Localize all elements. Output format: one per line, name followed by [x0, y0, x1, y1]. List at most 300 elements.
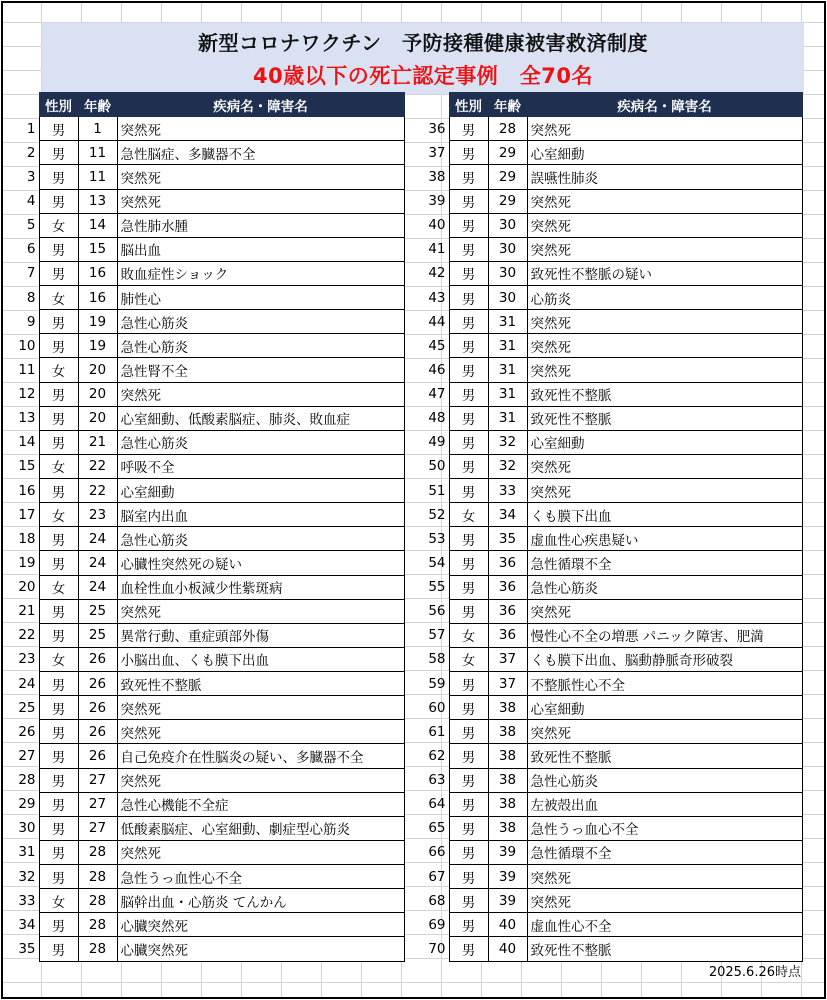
sex-cell: 女: [39, 286, 78, 310]
row-number: 59: [428, 675, 446, 692]
disease-cell: 異常行動、重症頭部外傷: [117, 623, 404, 647]
disease-cell: 突然死: [527, 310, 802, 334]
row-number: 30: [18, 820, 36, 837]
row-number: 26: [18, 723, 36, 740]
table-row: [423, 816, 802, 840]
row-number: 13: [18, 410, 36, 427]
disease-cell: 急性循環不全: [527, 551, 802, 575]
disease-cell: 突然死: [117, 768, 404, 792]
row-number: 18: [18, 530, 36, 547]
row-number: 21: [18, 603, 36, 620]
table-row: [423, 479, 802, 503]
row-number: 23: [18, 651, 36, 668]
table-row: [13, 527, 404, 551]
table-row: [13, 623, 404, 647]
disease-cell: 突然死: [527, 334, 802, 358]
table-row: [423, 647, 802, 671]
disease-cell: 致死性不整脈: [527, 744, 802, 768]
age-cell: 30: [488, 261, 527, 285]
row-number-header: [423, 93, 449, 117]
row-number: 68: [428, 892, 446, 909]
age-cell: 38: [488, 816, 527, 840]
table-row: [13, 647, 404, 671]
age-cell: 26: [78, 672, 117, 696]
row-number: 16: [18, 482, 36, 499]
age-cell: 38: [488, 768, 527, 792]
sex-cell: 男: [449, 672, 488, 696]
disease-cell: 突然死: [527, 889, 802, 913]
table-row: [13, 141, 404, 165]
age-cell: 29: [488, 141, 527, 165]
sex-cell: 男: [449, 237, 488, 261]
row-number: 40: [428, 217, 446, 234]
age-cell: 26: [78, 720, 117, 744]
sex-cell: 男: [449, 406, 488, 430]
disease-cell: 急性心筋炎: [527, 575, 802, 599]
sex-cell: 男: [39, 672, 78, 696]
table-row: [423, 792, 802, 816]
row-number: 44: [428, 313, 446, 330]
disease-cell: 突然死: [117, 599, 404, 623]
disease-cell: 心室細動: [527, 430, 802, 454]
disease-cell: 突然死: [527, 720, 802, 744]
disease-cell: 致死性不整脈: [527, 382, 802, 406]
row-number: 55: [428, 579, 446, 596]
table-row: [13, 551, 404, 575]
sex-cell: 男: [39, 913, 78, 937]
table-row: [423, 937, 802, 961]
table-row: [423, 430, 802, 454]
sex-cell: 男: [39, 479, 78, 503]
column-header-sex: 性別: [39, 93, 78, 117]
disease-cell: 急性心筋炎: [117, 310, 404, 334]
sex-cell: 女: [449, 647, 488, 671]
row-number: 19: [18, 554, 36, 571]
disease-cell: 突然死: [117, 382, 404, 406]
table-row: [13, 286, 404, 310]
age-cell: 27: [78, 816, 117, 840]
table-row: [13, 599, 404, 623]
column-header-disease: 疾病名・障害名: [527, 93, 802, 117]
table-row: [13, 358, 404, 382]
table-row: [13, 165, 404, 189]
age-cell: 23: [78, 503, 117, 527]
table-row: [423, 696, 802, 720]
sex-cell: 男: [39, 165, 78, 189]
sex-cell: 男: [39, 551, 78, 575]
age-cell: 25: [78, 599, 117, 623]
age-cell: 26: [78, 744, 117, 768]
sex-cell: 男: [449, 551, 488, 575]
table-header-row: [423, 93, 802, 117]
age-cell: 20: [78, 406, 117, 430]
sex-cell: 男: [449, 334, 488, 358]
row-number: 60: [428, 699, 446, 716]
age-cell: 30: [488, 237, 527, 261]
age-cell: 28: [78, 889, 117, 913]
row-number: 9: [26, 313, 36, 330]
sex-cell: 男: [39, 599, 78, 623]
age-cell: 39: [488, 840, 527, 864]
age-cell: 36: [488, 599, 527, 623]
row-number: 20: [18, 579, 36, 596]
table-row: [423, 261, 802, 285]
row-number: 31: [18, 844, 36, 861]
age-cell: 22: [78, 479, 117, 503]
table-header-row: [13, 93, 404, 117]
sex-cell: 男: [39, 792, 78, 816]
sex-cell: 男: [449, 840, 488, 864]
age-cell: 11: [78, 141, 117, 165]
disease-cell: 心臓突然死: [117, 937, 404, 961]
table-row: [13, 816, 404, 840]
age-cell: 27: [78, 792, 117, 816]
row-number: 58: [428, 651, 446, 668]
age-cell: 24: [78, 575, 117, 599]
row-number: 2: [26, 144, 36, 161]
sex-cell: 男: [449, 454, 488, 478]
column-header-age: 年齢: [78, 93, 117, 117]
disease-cell: 急性うっ血心不全: [527, 816, 802, 840]
age-cell: 29: [488, 189, 527, 213]
row-number: 61: [428, 723, 446, 740]
row-number: 45: [428, 337, 446, 354]
age-cell: 36: [488, 551, 527, 575]
row-number: 22: [18, 627, 36, 644]
sex-cell: 男: [449, 599, 488, 623]
row-number: 8: [26, 289, 36, 306]
row-number: 52: [428, 506, 446, 523]
table-row: [13, 213, 404, 237]
row-number: 56: [428, 603, 446, 620]
disease-cell: 致死性不整脈: [527, 406, 802, 430]
table-row: [13, 382, 404, 406]
row-number: 46: [428, 361, 446, 378]
table-row: [13, 237, 404, 261]
row-number: 5: [26, 217, 36, 234]
row-number: 15: [18, 458, 36, 475]
age-cell: 39: [488, 889, 527, 913]
case-table-right-body: [423, 117, 802, 961]
sex-cell: 男: [449, 310, 488, 334]
sex-cell: 男: [39, 527, 78, 551]
disease-cell: 心臓突然死: [117, 913, 404, 937]
sex-cell: 女: [39, 358, 78, 382]
sex-cell: 男: [449, 768, 488, 792]
table-row: [423, 865, 802, 889]
age-cell: 28: [78, 865, 117, 889]
sex-cell: 男: [449, 213, 488, 237]
age-cell: 16: [78, 261, 117, 285]
sex-cell: 女: [449, 503, 488, 527]
sex-cell: 男: [449, 286, 488, 310]
table-row: [13, 744, 404, 768]
row-number: 6: [26, 241, 36, 258]
age-cell: 31: [488, 382, 527, 406]
row-number: 17: [18, 506, 36, 523]
row-number: 50: [428, 458, 446, 475]
age-cell: 31: [488, 334, 527, 358]
sex-cell: 男: [449, 937, 488, 961]
row-number: 11: [18, 361, 36, 378]
case-table-right: [423, 92, 803, 962]
disease-cell: 誤嚥性肺炎: [527, 165, 802, 189]
table-row: [13, 865, 404, 889]
disease-cell: くも膜下出血、脳動静脈奇形破裂: [527, 647, 802, 671]
age-cell: 22: [78, 454, 117, 478]
table-row: [13, 406, 404, 430]
sex-cell: 男: [449, 575, 488, 599]
table-row: [423, 213, 802, 237]
age-cell: 28: [78, 937, 117, 961]
row-number: 32: [18, 868, 36, 885]
table-row: [423, 527, 802, 551]
sex-cell: 男: [39, 382, 78, 406]
sex-cell: 男: [39, 937, 78, 961]
sex-cell: 男: [39, 720, 78, 744]
table-row: [423, 189, 802, 213]
age-cell: 35: [488, 527, 527, 551]
sex-cell: 男: [39, 430, 78, 454]
sex-cell: 男: [449, 816, 488, 840]
age-cell: 1: [78, 117, 117, 141]
sex-cell: 男: [39, 840, 78, 864]
table-row: [423, 672, 802, 696]
table-row: [13, 503, 404, 527]
age-cell: 24: [78, 527, 117, 551]
row-number: 25: [18, 699, 36, 716]
age-cell: 27: [78, 768, 117, 792]
table-row: [423, 382, 802, 406]
age-cell: 40: [488, 937, 527, 961]
disease-cell: 急性循環不全: [527, 840, 802, 864]
row-number: 28: [18, 772, 36, 789]
table-row: [423, 141, 802, 165]
disease-cell: 急性心機能不全症: [117, 792, 404, 816]
age-cell: 13: [78, 189, 117, 213]
disease-cell: 慢性心不全の増悪 パニック障害、肥満: [527, 623, 802, 647]
column-header-age: 年齢: [488, 93, 527, 117]
row-number: 33: [18, 892, 36, 909]
disease-cell: くも膜下出血: [527, 503, 802, 527]
table-row: [423, 889, 802, 913]
column-header-sex: 性別: [449, 93, 488, 117]
age-cell: 20: [78, 358, 117, 382]
disease-cell: 急性心筋炎: [117, 334, 404, 358]
disease-cell: 急性心筋炎: [117, 527, 404, 551]
row-number: 54: [428, 554, 446, 571]
disease-cell: 自己免疫介在性脳炎の疑い、多臓器不全: [117, 744, 404, 768]
disease-cell: 突然死: [527, 454, 802, 478]
age-cell: 11: [78, 165, 117, 189]
row-number: 41: [428, 241, 446, 258]
row-number: 51: [428, 482, 446, 499]
table-row: [13, 575, 404, 599]
disease-cell: 左被殻出血: [527, 792, 802, 816]
disease-cell: 突然死: [527, 237, 802, 261]
sex-cell: 男: [449, 696, 488, 720]
sex-cell: 男: [39, 261, 78, 285]
sex-cell: 男: [39, 117, 78, 141]
disease-cell: 心室細動: [117, 479, 404, 503]
table-row: [13, 672, 404, 696]
table-row: [423, 406, 802, 430]
table-row: [13, 334, 404, 358]
age-cell: 32: [488, 430, 527, 454]
sex-cell: 男: [449, 141, 488, 165]
sex-cell: 男: [39, 696, 78, 720]
disease-cell: 急性脳症、多臓器不全: [117, 141, 404, 165]
as-of-date: 2025.6.26時点: [708, 965, 801, 980]
row-number: 62: [428, 747, 446, 764]
disease-cell: 敗血症性ショック: [117, 261, 404, 285]
table-row: [13, 117, 404, 141]
disease-cell: 突然死: [117, 720, 404, 744]
table-row: [13, 768, 404, 792]
disease-cell: 致死性不整脈の疑い: [527, 261, 802, 285]
disease-cell: 急性心筋炎: [117, 430, 404, 454]
age-cell: 39: [488, 865, 527, 889]
table-row: [13, 454, 404, 478]
age-cell: 20: [78, 382, 117, 406]
age-cell: 26: [78, 696, 117, 720]
age-cell: 30: [488, 213, 527, 237]
age-cell: 16: [78, 286, 117, 310]
age-cell: 34: [488, 503, 527, 527]
row-number: 47: [428, 386, 446, 403]
sex-cell: 男: [39, 310, 78, 334]
table-row: [13, 937, 404, 961]
sex-cell: 男: [39, 406, 78, 430]
disease-cell: 急性肺水腫: [117, 213, 404, 237]
sex-cell: 男: [449, 720, 488, 744]
age-cell: 21: [78, 430, 117, 454]
table-row: [13, 430, 404, 454]
age-cell: 30: [488, 286, 527, 310]
row-number: 43: [428, 289, 446, 306]
column-header-disease: 疾病名・障害名: [117, 93, 404, 117]
disease-cell: 突然死: [527, 479, 802, 503]
table-row: [423, 503, 802, 527]
age-cell: 25: [78, 623, 117, 647]
disease-cell: 致死性不整脈: [527, 937, 802, 961]
disease-cell: 不整脈性心不全: [527, 672, 802, 696]
disease-cell: 突然死: [527, 189, 802, 213]
table-row: [423, 286, 802, 310]
disease-cell: 突然死: [117, 840, 404, 864]
row-number: 10: [18, 337, 36, 354]
disease-cell: 心室細動、低酸素脳症、肺炎、敗血症: [117, 406, 404, 430]
age-cell: 38: [488, 696, 527, 720]
row-number-header: [13, 93, 39, 117]
table-row: [423, 358, 802, 382]
table-row: [13, 696, 404, 720]
row-number: 57: [428, 627, 446, 644]
disease-cell: 虚血性心不全: [527, 913, 802, 937]
row-number: 64: [428, 796, 446, 813]
table-row: [13, 792, 404, 816]
table-row: [423, 768, 802, 792]
sex-cell: 男: [449, 117, 488, 141]
age-cell: 31: [488, 406, 527, 430]
age-cell: 37: [488, 672, 527, 696]
sex-cell: 男: [449, 189, 488, 213]
age-cell: 38: [488, 744, 527, 768]
age-cell: 29: [488, 165, 527, 189]
age-cell: 24: [78, 551, 117, 575]
disease-cell: 突然死: [117, 117, 404, 141]
table-row: [423, 237, 802, 261]
row-number: 1: [26, 120, 36, 137]
age-cell: 15: [78, 237, 117, 261]
age-cell: 36: [488, 575, 527, 599]
sex-cell: 男: [39, 141, 78, 165]
table-row: [423, 454, 802, 478]
sex-cell: 男: [449, 382, 488, 406]
disease-cell: 肺性心: [117, 286, 404, 310]
disease-cell: 突然死: [527, 213, 802, 237]
row-number: 48: [428, 410, 446, 427]
sex-cell: 男: [39, 865, 78, 889]
table-row: [423, 623, 802, 647]
row-number: 67: [428, 868, 446, 885]
age-cell: 38: [488, 720, 527, 744]
age-cell: 28: [78, 840, 117, 864]
row-number: 3: [26, 168, 36, 185]
table-row: [13, 189, 404, 213]
table-row: [423, 551, 802, 575]
title-block: [42, 23, 804, 94]
disease-cell: 心室細動: [527, 696, 802, 720]
table-row: [423, 334, 802, 358]
sex-cell: 男: [449, 792, 488, 816]
row-number: 24: [18, 675, 36, 692]
sex-cell: 女: [39, 213, 78, 237]
disease-cell: 突然死: [527, 599, 802, 623]
disease-cell: 突然死: [527, 865, 802, 889]
table-row: [13, 261, 404, 285]
row-number: 27: [18, 747, 36, 764]
sex-cell: 男: [449, 479, 488, 503]
sex-cell: 男: [449, 165, 488, 189]
disease-cell: 突然死: [117, 696, 404, 720]
row-number: 4: [26, 193, 36, 210]
disease-cell: 急性うっ血性心不全: [117, 865, 404, 889]
sex-cell: 男: [449, 527, 488, 551]
disease-cell: 虚血性心疾患疑い: [527, 527, 802, 551]
sex-cell: 男: [39, 816, 78, 840]
age-cell: 19: [78, 310, 117, 334]
table-row: [13, 840, 404, 864]
age-cell: 28: [488, 117, 527, 141]
sex-cell: 女: [449, 623, 488, 647]
table-row: [423, 913, 802, 937]
disease-cell: 突然死: [527, 358, 802, 382]
table-row: [13, 310, 404, 334]
row-number: 7: [26, 265, 36, 282]
table-row: [423, 720, 802, 744]
disease-cell: 致死性不整脈: [117, 672, 404, 696]
disease-cell: 脳出血: [117, 237, 404, 261]
age-cell: 32: [488, 454, 527, 478]
sex-cell: 女: [39, 889, 78, 913]
table-row: [13, 720, 404, 744]
disease-cell: 血栓性血小板減少性紫斑病: [117, 575, 404, 599]
sex-cell: 男: [449, 261, 488, 285]
sex-cell: 男: [449, 358, 488, 382]
table-row: [423, 599, 802, 623]
sex-cell: 男: [39, 768, 78, 792]
